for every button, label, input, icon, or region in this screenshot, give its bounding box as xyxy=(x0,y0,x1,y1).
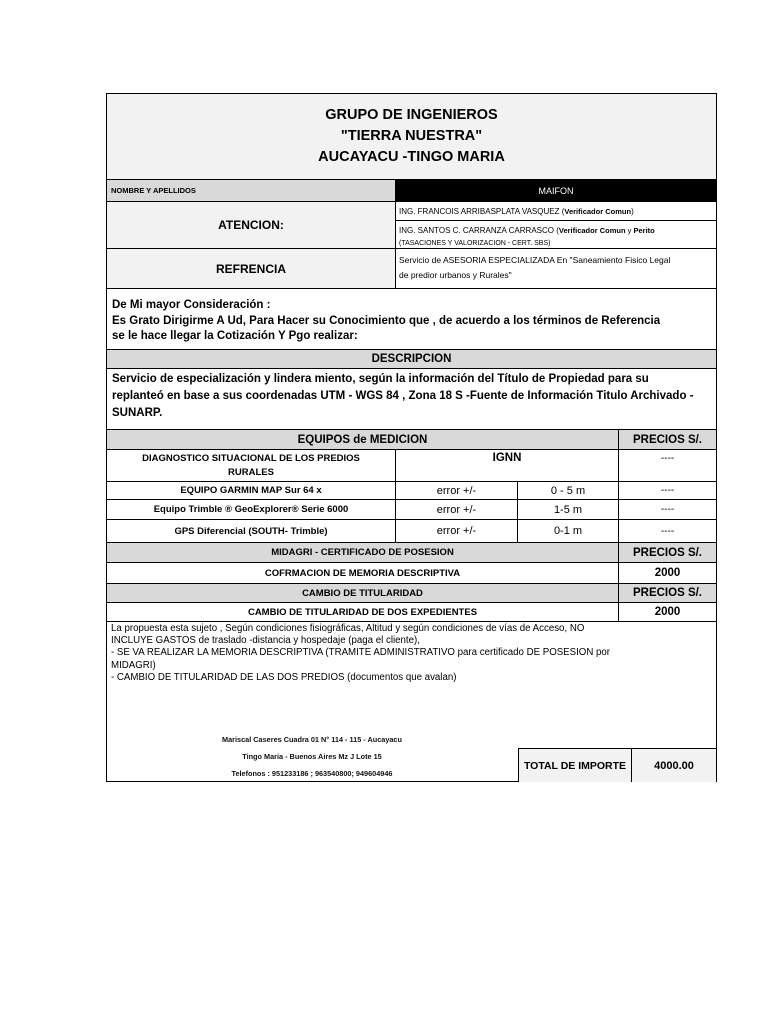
person-1-name: ING. FRANCOIS ARRIBASPLATA VASQUEZ ( xyxy=(399,206,565,216)
referencia-label: REFRENCIA xyxy=(107,249,396,289)
intro-text xyxy=(107,289,716,349)
descripcion-line-3: SUNARP. xyxy=(112,407,163,419)
equipo-row-1-name-line-1: DIAGNOSTICO SITUACIONAL DE LOS PREDIOS xyxy=(142,452,360,464)
descripcion-line-1: Servicio de especialización y lindera miento, según la información del Título de Propiedad para su xyxy=(112,373,649,385)
equipo-row-3-name: Equipo Trimble ® GeoExplorer® Serie 6000 xyxy=(107,500,396,520)
midagri-price: 2000 xyxy=(619,563,716,584)
atencion-person-2 xyxy=(396,221,716,249)
midagri-title: MIDAGRI - CERTIFICADO DE POSESION xyxy=(107,543,619,563)
equipo-row-1-name xyxy=(107,450,396,482)
notes-line-2: INCLUYE GASTOS de traslado -distancia y hospedaje (paga el cliente), xyxy=(111,635,420,647)
descripcion-text xyxy=(107,369,716,429)
equipo-row-3-range: 1-5 m xyxy=(518,500,619,520)
header-block xyxy=(107,94,716,180)
footer-phones: Telefonos : 951233186 ; 963540800; 949604946 xyxy=(231,769,393,778)
equipos-title: EQUIPOS de MEDICION xyxy=(107,429,619,450)
referencia-line-2: de predior urbanos y Rurales" xyxy=(399,270,512,280)
notes-line-4: MIDAGRI) xyxy=(111,659,156,671)
equipo-row-4-name: GPS Diferencial (SOUTH- Trimble) xyxy=(107,520,396,543)
footer-address-line-2: Tingo Maria - Buenos Aires Mz J Lote 15 xyxy=(242,752,382,761)
atencion-label: ATENCION: xyxy=(107,202,396,249)
person-2-name: ING. SANTOS C. CARRANZA CARRASCO ( xyxy=(399,226,559,235)
intro-line-2: Es Grato Dirigirme A Ud, Para Hacer su Conocimiento que , de acuerdo a los términos de Referencia xyxy=(112,315,661,327)
notes-line-3: - SE VA REALIZAR LA MEMORIA DESCRIPTIVA (TRAMITE ADMINISTRATIVO para certificado DE POSESION por xyxy=(111,647,611,659)
nombre-value: MAIFON xyxy=(396,180,716,202)
referencia-line-1: Servicio de ASESORIA ESPECIALIZADA En "Saneamiento Fisico Legal xyxy=(399,255,671,265)
equipo-row-3-price: ---- xyxy=(619,500,716,520)
total-label: TOTAL DE IMPORTE xyxy=(518,748,631,782)
company-location: AUCAYACU -TINGO MARIA xyxy=(318,149,505,165)
cambio-price: 2000 xyxy=(619,603,716,622)
footer-address xyxy=(167,731,457,781)
person-2-role: Verificador Comun xyxy=(558,226,626,235)
cambio-title: CAMBIO DE TITULARIDAD xyxy=(107,584,619,603)
equipo-row-1-source: IGNN xyxy=(396,450,619,482)
person-2-role2: Perito xyxy=(633,226,655,235)
equipo-row-2-name: EQUIPO GARMIN MAP Sur 64 x xyxy=(107,482,396,500)
person-1-role: Verificador Comun xyxy=(564,206,632,216)
descripcion-line-2: replanteó en base a sus coordenadas UTM - WGS 84 , Zona 18 S -Fuente de Información Titulo Archivado - xyxy=(112,390,694,402)
intro-line-3: se le hace llegar la Cotización Y Pgo realizar: xyxy=(112,330,358,342)
equipo-row-4-range: 0-1 m xyxy=(518,520,619,543)
midagri-price-header: PRECIOS S/. xyxy=(619,543,716,563)
company-name: GRUPO DE INGENIEROS xyxy=(325,107,498,123)
equipo-row-4-price: ---- xyxy=(619,520,716,543)
equipo-row-2-price: ---- xyxy=(619,482,716,500)
equipo-row-2-range: 0 - 5 m xyxy=(518,482,619,500)
person-1-close: ) xyxy=(631,206,634,216)
equipo-row-1-price: ---- xyxy=(619,450,716,482)
equipo-row-2-error: error +/- xyxy=(396,482,518,500)
referencia-text xyxy=(396,249,716,289)
equipos-price-header: PRECIOS S/. xyxy=(619,429,716,450)
midagri-item: COFRMACION DE MEMORIA DESCRIPTIVA xyxy=(107,563,619,584)
total-value: 4000.00 xyxy=(631,748,716,782)
atencion-person-1 xyxy=(396,202,716,221)
company-slogan: "TIERRA NUESTRA" xyxy=(340,128,483,144)
quotation-sheet xyxy=(106,93,717,782)
intro-greeting: De Mi mayor Consideración : xyxy=(112,299,271,311)
equipo-row-4-error: error +/- xyxy=(396,520,518,543)
notes-block xyxy=(107,622,716,712)
nombre-label: NOMBRE Y APELLIDOS xyxy=(107,180,396,202)
cambio-item: CAMBIO DE TITULARIDAD DE DOS EXPEDIENTES xyxy=(107,603,619,622)
notes-line-5: - CAMBIO DE TITULARIDAD DE LAS DOS PREDIOS (documentos que avalan) xyxy=(111,671,457,683)
cambio-price-header: PRECIOS S/. xyxy=(619,584,716,603)
person-2-certification: (TASACIONES Y VALORIZACION - CERT. SBS) xyxy=(399,240,551,247)
descripcion-title: DESCRIPCION xyxy=(107,349,716,369)
notes-line-1: La propuesta esta sujeto , Según condiciones fisiográficas, Altitud y según condiciones de vías de Acceso, NO xyxy=(111,623,585,634)
person-2-and: y xyxy=(625,226,634,235)
equipo-row-1-name-line-2: RURALES xyxy=(228,466,274,478)
equipo-row-3-error: error +/- xyxy=(396,500,518,520)
footer-address-line-1: Mariscal Caseres Cuadra 01 N° 114 - 115 - Aucayacu xyxy=(222,735,402,744)
